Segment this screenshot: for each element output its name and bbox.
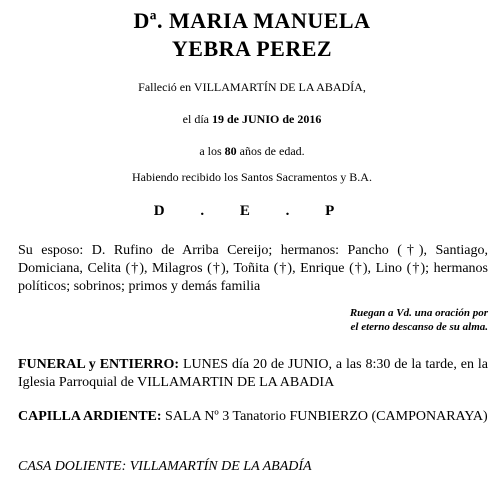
- family-text: Su esposo: D. Rufino de Arriba Cereijo; hermanos: Pancho (†), Santiago, Domiciana, Celita (†), Milagros (†), Toñita (†), Enrique (†), Lino (†); hermanos políticos; sobrinos; primos y demás familia: [18, 243, 488, 294]
- prayer-line2: el eterno descanso de su alma.: [350, 321, 488, 333]
- house-line: CASA DOLIENTE: VILLAMARTÍN DE LA ABADÍA: [18, 459, 312, 474]
- date-value: 19 de JUNIO de 2016: [211, 112, 322, 126]
- date-prefix: el día: [182, 112, 209, 126]
- dep-heading: D . E . P: [153, 203, 351, 219]
- age-line: [0, 144, 504, 159]
- chapel-paragraph: [18, 408, 488, 426]
- age-suffix: años de edad.: [239, 144, 305, 158]
- chapel-text: SALA Nº 3 Tanatorio FUNBIERZO (CAMPONARAYA): [161, 409, 488, 424]
- funeral-paragraph: [18, 356, 488, 392]
- death-date: [0, 112, 504, 127]
- deceased-name-line1: Dª. MARIA MANUELA: [133, 8, 371, 33]
- deceased-name-line2: YEBRA PEREZ: [171, 36, 333, 61]
- chapel-label: CAPILLA ARDIENTE:: [18, 409, 162, 424]
- sacraments-line: Habiendo recibido los Santos Sacramentos y B.A.: [132, 170, 372, 184]
- prayer-line1: Ruegan a Vd. una oración por: [349, 307, 488, 319]
- funeral-label: FUNERAL y ENTIERRO:: [18, 357, 180, 372]
- age-value: 80: [224, 144, 237, 158]
- death-place: Falleció en VILLAMARTÍN DE LA ABADÍA,: [138, 80, 366, 94]
- age-prefix: a los: [199, 144, 222, 158]
- funeral-text: LUNES día 20 de JUNIO, a las 8:30 de la tarde, en la Iglesia Parroquial de VILLAMARTIN DE LA ABADIA: [18, 357, 488, 390]
